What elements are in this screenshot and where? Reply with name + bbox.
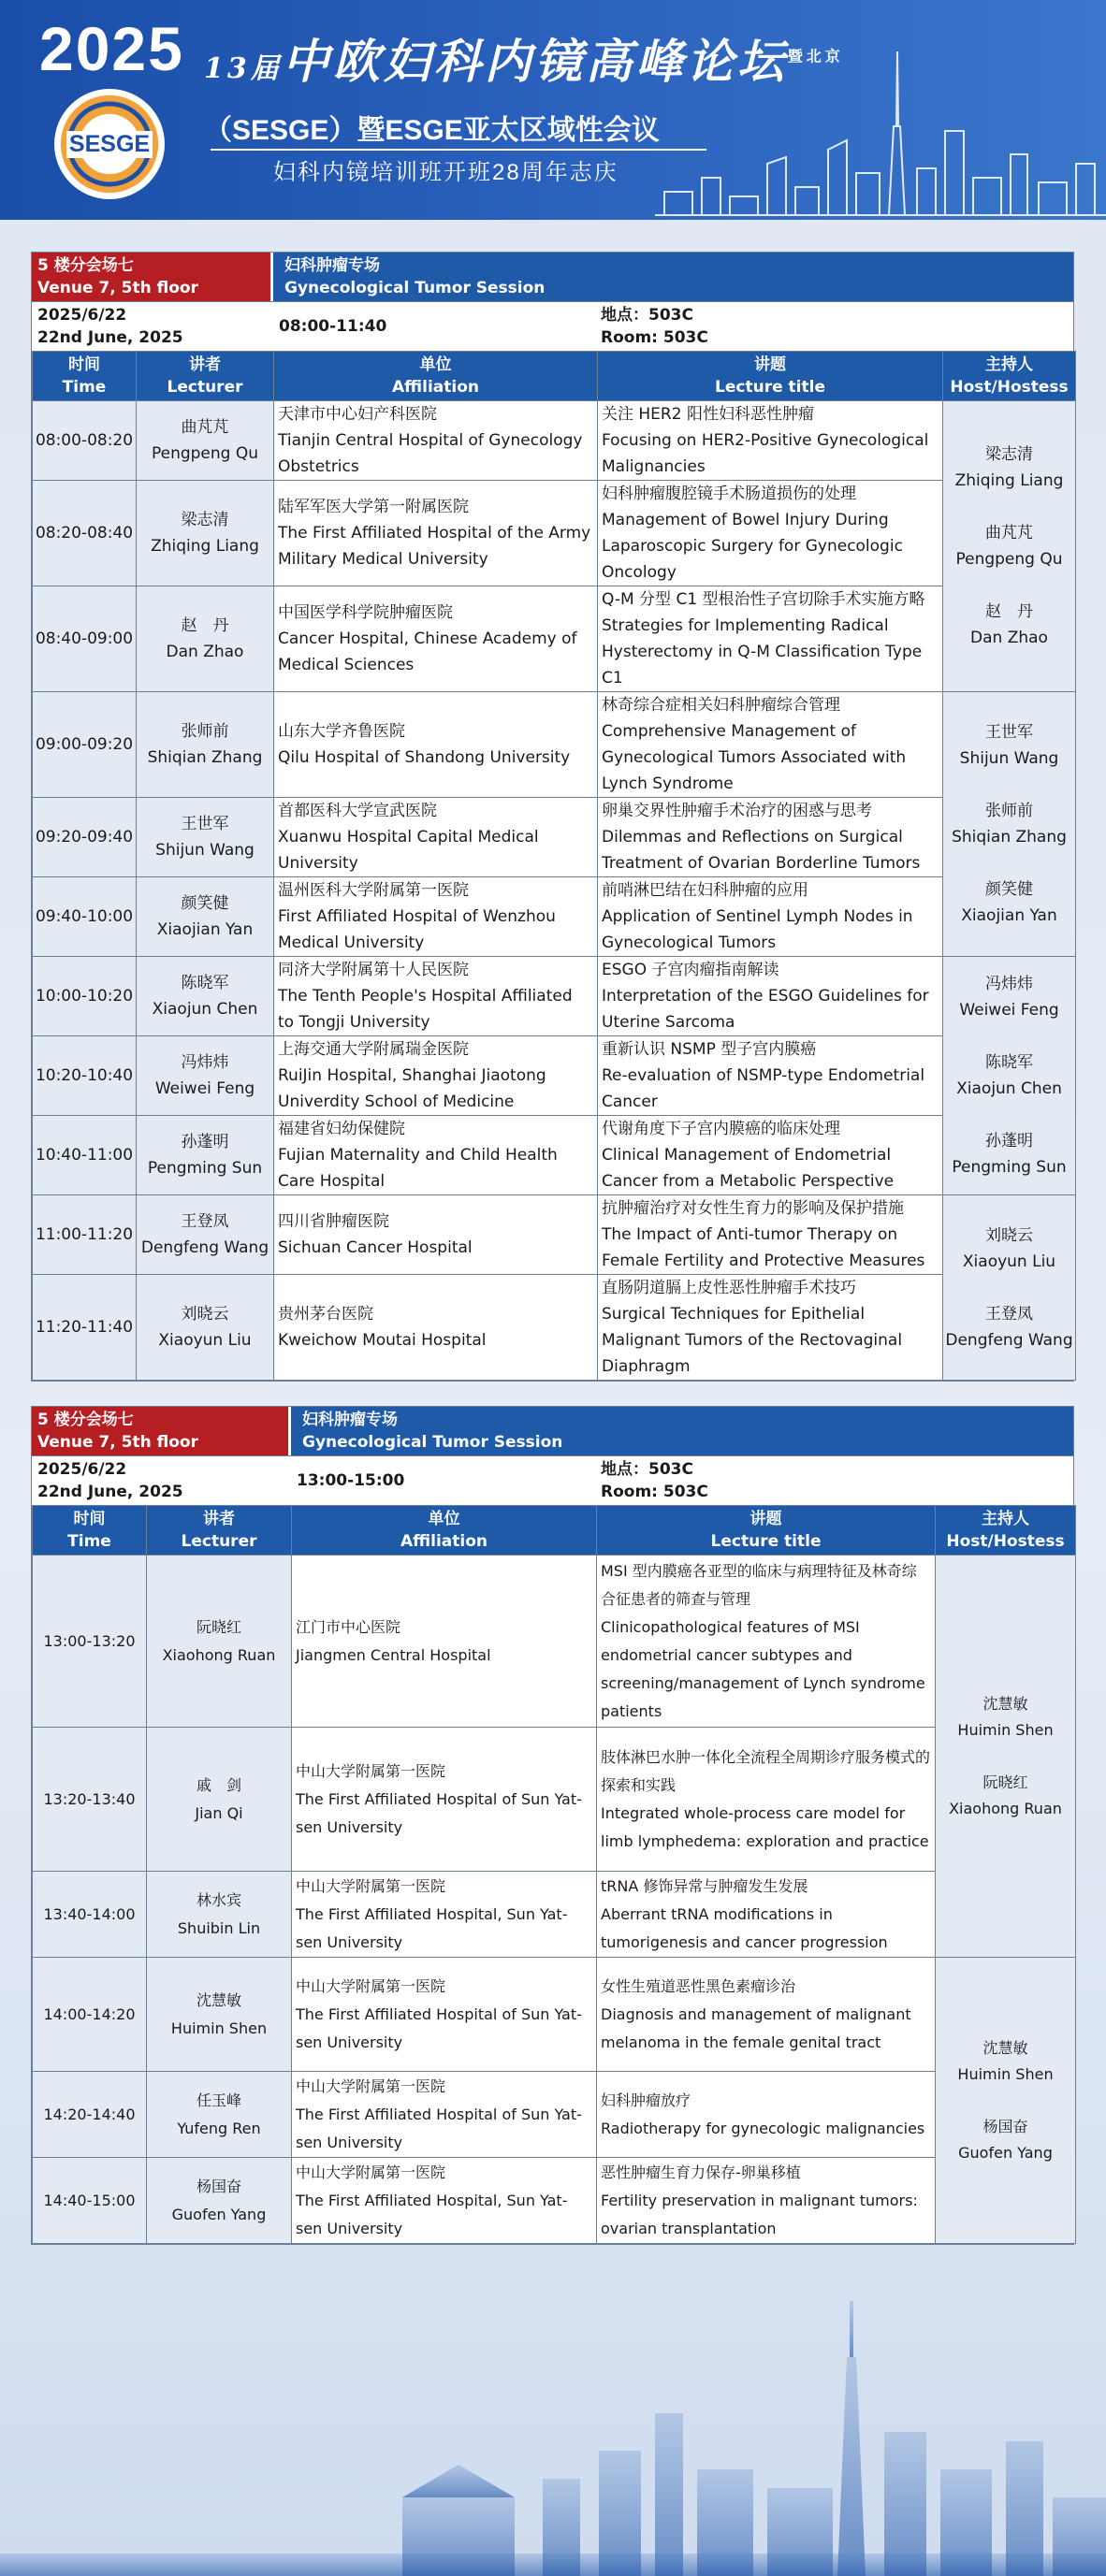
row-time: 08:40-09:00 xyxy=(33,586,137,692)
row-lecturer: 孙蓬明 Pengming Sun xyxy=(137,1116,274,1195)
row-affiliation: 中山大学附属第一医院 The First Affiliated Hospital, Sun Yat-sen University xyxy=(292,1872,597,1958)
row-affiliation: 温州医科大学附属第一医院 First Affiliated Hospital of Wenzhou Medical University xyxy=(274,877,598,957)
table-row xyxy=(33,1195,1076,1275)
table-header-row xyxy=(33,352,1076,401)
row-time: 11:00-11:20 xyxy=(33,1195,137,1275)
header-subtitle: （SESGE）暨ESGE亚太区域性会议 xyxy=(204,115,660,146)
table-row xyxy=(33,2158,1076,2244)
row-lecture-title: 前哨淋巴结在妇科肿瘤的应用 Application of Sentinel Lymph Nodes in Gynecological Tumors xyxy=(598,877,943,957)
row-time: 10:20-10:40 xyxy=(33,1036,137,1116)
row-lecture-title: 妇科肿瘤腹腔镜手术肠道损伤的处理 Management of Bowel Injury During Laparoscopic Surgery for Gynecologic Oncology xyxy=(598,481,943,586)
forum-issue: 13届 xyxy=(204,52,283,85)
row-lecture-title: 卵巢交界性肿瘤手术治疗的困惑与思考 Dilemmas and Reflections on Surgical Treatment of Ovarian Borderline Tumors xyxy=(598,798,943,877)
row-time: 13:00-13:20 xyxy=(33,1556,147,1728)
session-title-row xyxy=(32,253,1073,301)
header-banner xyxy=(0,0,1106,220)
table-row xyxy=(33,1036,1076,1116)
row-affiliation: 山东大学齐鲁医院 Qilu Hospital of Shandong University xyxy=(274,692,598,798)
venue-label xyxy=(32,1407,288,1455)
row-lecturer: 王世军 Shijun Wang xyxy=(137,798,274,877)
col-affiliation: 单位 Affiliation xyxy=(292,1506,597,1556)
row-affiliation: 陆军军医大学第一附属医院 The First Affiliated Hospital of the Army Military Medical University xyxy=(274,481,598,586)
row-lecture-title: 重新认识 NSMP 型子宫内膜癌 Re-evaluation of NSMP-type Endometrial Cancer xyxy=(598,1036,943,1116)
row-affiliation: 四川省肿瘤医院 Sichuan Cancer Hospital xyxy=(274,1195,598,1275)
col-lecture-title: 讲题 Lecture title xyxy=(598,352,943,401)
col-time: 时间 Time xyxy=(33,1506,147,1556)
host-cell: 沈慧敏 Huimin Shen 杨国奋 Guofen Yang xyxy=(936,1958,1076,2244)
row-lecture-title: 代谢角度下子宫内膜癌的临床处理 Clinical Management of Endometrial Cancer from a Metabolic Perspective xyxy=(598,1116,943,1195)
row-lecture-title: 抗肿瘤治疗对女性生育力的影响及保护措施 The Impact of Anti-tumor Therapy on Female Fertility and Protective Measures xyxy=(598,1195,943,1275)
col-affiliation: 单位 Affiliation xyxy=(274,352,598,401)
row-time: 13:20-13:40 xyxy=(33,1728,147,1872)
table-row xyxy=(33,401,1076,481)
row-lecture-title: MSI 型内膜癌各亚型的临床与病理特征及林奇综合征患者的筛查与管理 Clinicopathological features of MSI endometrial cancer subtypes and screening/management of Lynch syndrome patients xyxy=(597,1556,936,1728)
row-affiliation: 中山大学附属第一医院 The First Affiliated Hospital, Sun Yat-sen University xyxy=(292,2158,597,2244)
session-title xyxy=(288,1407,1073,1455)
row-time: 08:20-08:40 xyxy=(33,481,137,586)
row-affiliation: 中国医学科学院肿瘤医院 Cancer Hospital, Chinese Academy of Medical Sciences xyxy=(274,586,598,692)
col-host: 主持人 Host/Hostess xyxy=(943,352,1076,401)
col-lecture-title: 讲题 Lecture title xyxy=(597,1506,936,1556)
session-title-row xyxy=(32,1407,1073,1455)
row-lecture-title: 直肠阴道膈上皮性恶性肿瘤手术技巧 Surgical Techniques for Epithelial Malignant Tumors of the Rectovaginal Diaphragm xyxy=(598,1275,943,1381)
row-lecture-title: 女性生殖道恶性黑色素瘤诊治 Diagnosis and management of malignant melanoma in the female genital tract xyxy=(597,1958,936,2072)
row-affiliation: 福建省妇幼保健院 Fujian Maternality and Child Health Care Hospital xyxy=(274,1116,598,1195)
host-cell: 沈慧敏 Huimin Shen 阮晓红 Xiaohong Ruan xyxy=(936,1556,1076,1958)
row-lecturer: 沈慧敏 Huimin Shen xyxy=(147,1958,292,2072)
row-affiliation: 中山大学附属第一医院 The First Affiliated Hospital of Sun Yat-sen University xyxy=(292,1728,597,1872)
row-lecturer: 张师前 Shiqian Zhang xyxy=(137,692,274,798)
row-lecturer: 阮晓红 Xiaohong Ruan xyxy=(147,1556,292,1728)
col-lecturer: 讲者 Lecturer xyxy=(137,352,274,401)
col-lecturer: 讲者 Lecturer xyxy=(147,1506,292,1556)
row-time: 14:40-15:00 xyxy=(33,2158,147,2244)
host-cell: 刘晓云 Xiaoyun Liu 王登凤 Dengfeng Wang xyxy=(943,1195,1076,1381)
row-time: 08:00-08:20 xyxy=(33,401,137,481)
row-lecturer: 赵 丹 Dan Zhao xyxy=(137,586,274,692)
room-en: Room: 503C xyxy=(601,328,708,347)
sesge-logo xyxy=(54,89,165,199)
row-lecture-title: 恶性肿瘤生育力保存-卵巢移植 Fertility preservation in malignant tumors: ovarian transplantation xyxy=(597,2158,936,2244)
row-lecturer: 颜笑健 Xiaojian Yan xyxy=(137,877,274,957)
row-affiliation: 中山大学附属第一医院 The First Affiliated Hospital of Sun Yat-sen University xyxy=(292,1958,597,2072)
row-lecturer: 冯炜炜 Weiwei Feng xyxy=(137,1036,274,1116)
session-info-row xyxy=(32,1455,1073,1505)
col-time: 时间 Time xyxy=(33,352,137,401)
table-row xyxy=(33,957,1076,1036)
schedule-table xyxy=(32,1505,1076,2244)
date-en: 22nd June, 2025 xyxy=(37,328,183,347)
host-cell: 王世军 Shijun Wang 张师前 Shiqian Zhang 颜笑健 Xiaojian Yan xyxy=(943,692,1076,957)
venue-label xyxy=(32,253,270,301)
header-year: 2025 xyxy=(39,14,184,83)
row-lecture-title: 林奇综合症相关妇科肿瘤综合管理 Comprehensive Management of Gynecological Tumors Associated with Lynch Syndrome xyxy=(598,692,943,798)
venue-zh: 5 楼分会场七 xyxy=(37,1411,134,1429)
table-row xyxy=(33,481,1076,586)
row-lecturer: 刘晓云 Xiaoyun Liu xyxy=(137,1275,274,1381)
row-time: 09:00-09:20 xyxy=(33,692,137,798)
forum-title-text: 中欧妇科内镜高峰论坛 xyxy=(282,34,788,89)
row-affiliation: 首都医科大学宣武医院 Xuanwu Hospital Capital Medical University xyxy=(274,798,598,877)
session-date xyxy=(32,1456,291,1505)
row-time: 09:40-10:00 xyxy=(33,877,137,957)
session-date xyxy=(32,302,273,351)
table-row xyxy=(33,1958,1076,2072)
session-title-zh: 妇科肿瘤专场 xyxy=(284,256,380,275)
row-lecture-title: tRNA 修饰异常与肿瘤发生发展 Aberrant tRNA modifications in tumorigenesis and cancer progression xyxy=(597,1872,936,1958)
row-affiliation: 同济大学附属第十人民医院 The Tenth People's Hospital Affiliated to Tongji University xyxy=(274,957,598,1036)
row-lecture-title: ESGO 子宫肉瘤指南解读 Interpretation of the ESGO Guidelines for Uterine Sarcoma xyxy=(598,957,943,1036)
row-lecturer: 杨国奋 Guofen Yang xyxy=(147,2158,292,2244)
row-lecture-title: 肢体淋巴水肿一体化全流程全周期诊疗服务模式的探索和实践 Integrated whole-process care model for limb lymphedema: exploration and practice xyxy=(597,1728,936,1872)
room-zh: 地点：503C xyxy=(601,1460,693,1479)
row-lecturer: 梁志清 Zhiqing Liang xyxy=(137,481,274,586)
row-time: 11:20-11:40 xyxy=(33,1275,137,1381)
table-row xyxy=(33,1728,1076,1872)
venue-en: Venue 7, 5th floor xyxy=(37,279,198,297)
row-affiliation: 中山大学附属第一医院 The First Affiliated Hospital of Sun Yat-sen University xyxy=(292,2072,597,2158)
row-affiliation: 天津市中心妇产科医院 Tianjin Central Hospital of Gynecology Obstetrics xyxy=(274,401,598,481)
session-morning xyxy=(31,252,1074,1382)
venue-zh: 5 楼分会场七 xyxy=(37,256,134,275)
session-time: 08:00-11:40 xyxy=(279,317,387,336)
row-time: 09:20-09:40 xyxy=(33,798,137,877)
session-title xyxy=(270,253,1073,301)
date-zh: 2025/6/22 xyxy=(37,306,127,325)
footer-skyline-icon xyxy=(0,2282,1106,2576)
session-afternoon xyxy=(31,1406,1074,2245)
row-lecturer: 陈晓军 Xiaojun Chen xyxy=(137,957,274,1036)
logo-text: SESGE xyxy=(66,131,153,158)
row-time: 14:00-14:20 xyxy=(33,1958,147,2072)
room-zh: 地点：503C xyxy=(601,306,693,325)
schedule-table xyxy=(32,351,1076,1381)
row-affiliation: 上海交通大学附属瑞金医院 RuiJin Hospital, Shanghai Jiaotong Univerdity School of Medicine xyxy=(274,1036,598,1116)
col-host: 主持人 Host/Hostess xyxy=(936,1506,1076,1556)
session-info-row xyxy=(32,301,1073,351)
table-row xyxy=(33,1872,1076,1958)
forum-suffix: 暨北京 xyxy=(787,47,844,65)
table-row xyxy=(33,877,1076,957)
venue-en: Venue 7, 5th floor xyxy=(37,1433,198,1452)
row-lecturer: 曲芃芃 Pengpeng Qu xyxy=(137,401,274,481)
city-skyline-icon xyxy=(655,37,1106,220)
row-lecturer: 王登凤 Dengfeng Wang xyxy=(137,1195,274,1275)
table-row xyxy=(33,586,1076,692)
table-row xyxy=(33,2072,1076,2158)
date-zh: 2025/6/22 xyxy=(37,1460,127,1479)
date-en: 22nd June, 2025 xyxy=(37,1483,183,1501)
table-row xyxy=(33,798,1076,877)
table-row xyxy=(33,1275,1076,1381)
row-affiliation: 江门市中心医院 Jiangmen Central Hospital xyxy=(292,1556,597,1728)
row-lecture-title: 妇科肿瘤放疗 Radiotherapy for gynecologic malignancies xyxy=(597,2072,936,2158)
row-lecturer: 戚 剑 Jian Qi xyxy=(147,1728,292,1872)
session-room xyxy=(595,1456,714,1505)
session-title-en: Gynecological Tumor Session xyxy=(302,1433,563,1452)
session-title-en: Gynecological Tumor Session xyxy=(284,279,546,297)
row-time: 13:40-14:00 xyxy=(33,1872,147,1958)
table-row xyxy=(33,692,1076,798)
row-lecture-title: 关注 HER2 阳性妇科恶性肿瘤 Focusing on HER2-Positive Gynecological Malignancies xyxy=(598,401,943,481)
table-header-row xyxy=(33,1506,1076,1556)
session-time: 13:00-15:00 xyxy=(297,1471,405,1490)
header-anniversary: 妇科内镜培训班开班28周年志庆 xyxy=(273,160,618,185)
table-row xyxy=(33,1556,1076,1728)
host-cell: 冯炜炜 Weiwei Feng 陈晓军 Xiaojun Chen 孙蓬明 Pengming Sun xyxy=(943,957,1076,1195)
session-title-zh: 妇科肿瘤专场 xyxy=(302,1411,398,1429)
row-lecturer: 林水宾 Shuibin Lin xyxy=(147,1872,292,1958)
table-row xyxy=(33,1116,1076,1195)
row-affiliation: 贵州茅台医院 Kweichow Moutai Hospital xyxy=(274,1275,598,1381)
row-time: 10:00-10:20 xyxy=(33,957,137,1036)
session-room xyxy=(595,302,714,351)
header-divider xyxy=(211,149,706,151)
row-time: 14:20-14:40 xyxy=(33,2072,147,2158)
room-en: Room: 503C xyxy=(601,1483,708,1501)
host-cell: 梁志清 Zhiqing Liang 曲芃芃 Pengpeng Qu 赵 丹 Dan Zhao xyxy=(943,401,1076,692)
row-lecturer: 任玉峰 Yufeng Ren xyxy=(147,2072,292,2158)
row-time: 10:40-11:00 xyxy=(33,1116,137,1195)
row-lecture-title: Q-M 分型 C1 型根治性子宫切除手术实施方略 Strategies for Implementing Radical Hysterectomy in Q-M Classification Type C1 xyxy=(598,586,943,692)
